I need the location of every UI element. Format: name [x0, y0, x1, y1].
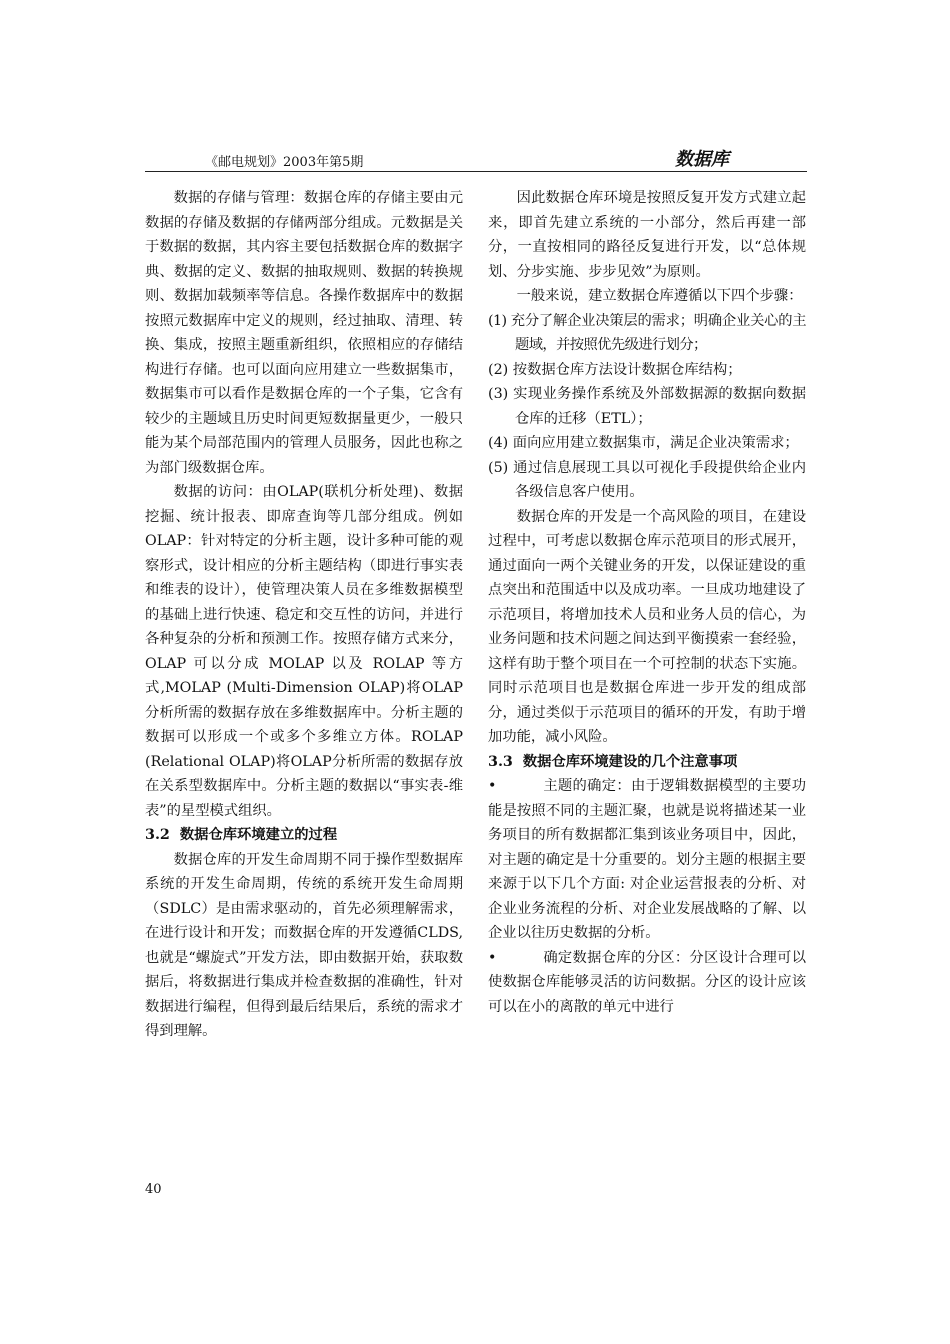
bullet-icon: • — [488, 949, 497, 966]
bullet-item-subject — [488, 774, 806, 946]
paragraph-iterative-dev: 因此数据仓库环境是按照反复开发方式建立起来，即首先建立系统的一小部分，然后再建一部分，一直按相同的路径反复进行开发，以“总体规划、分步实施、步步见效”为原则。 — [488, 190, 806, 280]
section-heading-3-3 — [488, 750, 806, 775]
section-number: 3.3 — [488, 753, 513, 770]
bullet-item-partition — [488, 946, 806, 1020]
section-name: 数据库 — [675, 149, 729, 170]
left-column — [145, 186, 463, 1044]
bullet-text: 确定数据仓库的分区：分区设计合理可以使数据仓库能够灵活的访问数据。分区的设计应该可以在小的离散的单元中进行 — [488, 949, 806, 1015]
list-item: (1) 充分了解企业决策层的需求；明确企业关心的主题域，并按照优先级进行划分； — [488, 312, 806, 353]
list-item: (5) 通过信息展现工具以可视化手段提供给企业内各级信息客户使用。 — [488, 459, 806, 500]
running-head — [145, 145, 807, 173]
paragraph-four-steps-intro: 一般来说，建立数据仓库遵循以下四个步骤： — [516, 288, 803, 304]
section-heading-3-2 — [145, 823, 463, 848]
paragraph-data-storage: 数据的存储与管理：数据仓库的存储主要由元数据的存储及数据的存储两部分组成。元数据是关于数据的数据，其内容主要包括数据仓库的数据字典、数据的定义、数据的抽取规则、数据的转换规则、数据加载频率等信息。各操作数据库中的数据按照元数据库中定义的规则，经过抽取、清理、转换、集成，按照主题重新组织，依照相应的存储结构进行存储。也可以面向应用建立一些数据集市，数据集市可以看作是数据仓库的一个子集，它含有较少的主题域且历史时间更短数据量更少，一般只能为某个局部范围内的管理人员服务，因此也称之为部门级数据仓库。 — [145, 190, 463, 476]
list-item: (3) 实现业务操作系统及外部数据源的数据向数据仓库的迁移（ETL）； — [488, 386, 806, 427]
bullet-icon: • — [488, 778, 497, 794]
section-number: 3.2 — [145, 827, 170, 843]
right-column — [488, 186, 806, 1019]
header-rule — [145, 171, 807, 172]
paragraph-data-access: 数据的访问：由OLAP(联机分析处理)、数据挖掘、统计报表、即席查询等几部分组成。例如OLAP：针对特定的分析主题，设计多种可能的观察形式，设计相应的分析主题结构（即进行事实表和维表的设计），使管理决策人员在多维数据模型的基础上进行快速、稳定和交互性的访问，并进行各种复杂的分析和预测工作。按照存储方式来分，OLAP 可以分成 MOLAP 以及 ROLAP 等方式,MOLAP (Multi-Dimension OLAP)将OLAP分析所需的数据存放在多维数据库中。分析主题的数据可以形成一个或多个多维立方体。ROLAP (Relational OLAP)将OLAP分析所需的数据存放在关系型数据库中。分析主题的数据以“事实表-维表”的星型模式组织。 — [145, 484, 463, 819]
list-item: (4) 面向应用建立数据集市，满足企业决策需求； — [488, 435, 799, 451]
section-title: 数据仓库环境建立的过程 — [179, 827, 338, 843]
section-title: 数据仓库环境建设的几个注意事项 — [522, 753, 738, 770]
page-number: 40 — [145, 1182, 162, 1197]
paragraph-lifecycle: 数据仓库的开发生命周期不同于操作型数据库系统的开发生命周期，传统的系统开发生命周期（SDLC）是由需求驱动的，首先必须理解需求，在进行设计和开发；而数据仓库的开发遵循CLDS,也就是“螺旋式”开发方法，即由数据开始，获取数据后，将数据进行集成并检查数据的准确性，针对数据进行编程，但得到最后结果后，系统的需求才得到理解。 — [145, 851, 463, 1039]
journal-title: 《邮电规划》2003年第5期 — [205, 155, 364, 170]
bullet-text: 主题的确定：由于逻辑数据模型的主要功能是按照不同的主题汇聚，也就是说将描述某一业务项目的所有数据都汇集到该业务项目中，因此，对主题的确定是十分重要的。划分主题的根据主要来源于以下几个方面: 对企业运营报表的分析、对企业业务流程的分析、对企业发展战略的了解、以企业以往历史数据的分析。 — [488, 778, 806, 941]
list-item: (2) 按数据仓库方法设计数据仓库结构； — [488, 361, 742, 378]
paragraph-pilot-project: 数据仓库的开发是一个高风险的项目，在建设过程中，可考虑以数据仓库示范项目的形式展开，通过面向一两个关键业务的开发，以保证建设的重点突出和范围适中以及成功率。一旦成功地建设了示范项目，将增加技术人员和业务人员的信心，为业务问题和技术问题之间达到平衡摸索一套经验，这样有助于整个项目在一个可控制的状态下实施。同时示范项目也是数据仓库进一步开发的组成部分，通过类似于示范项目的循环的开发，有助于增加功能，减小风险。 — [488, 508, 806, 745]
